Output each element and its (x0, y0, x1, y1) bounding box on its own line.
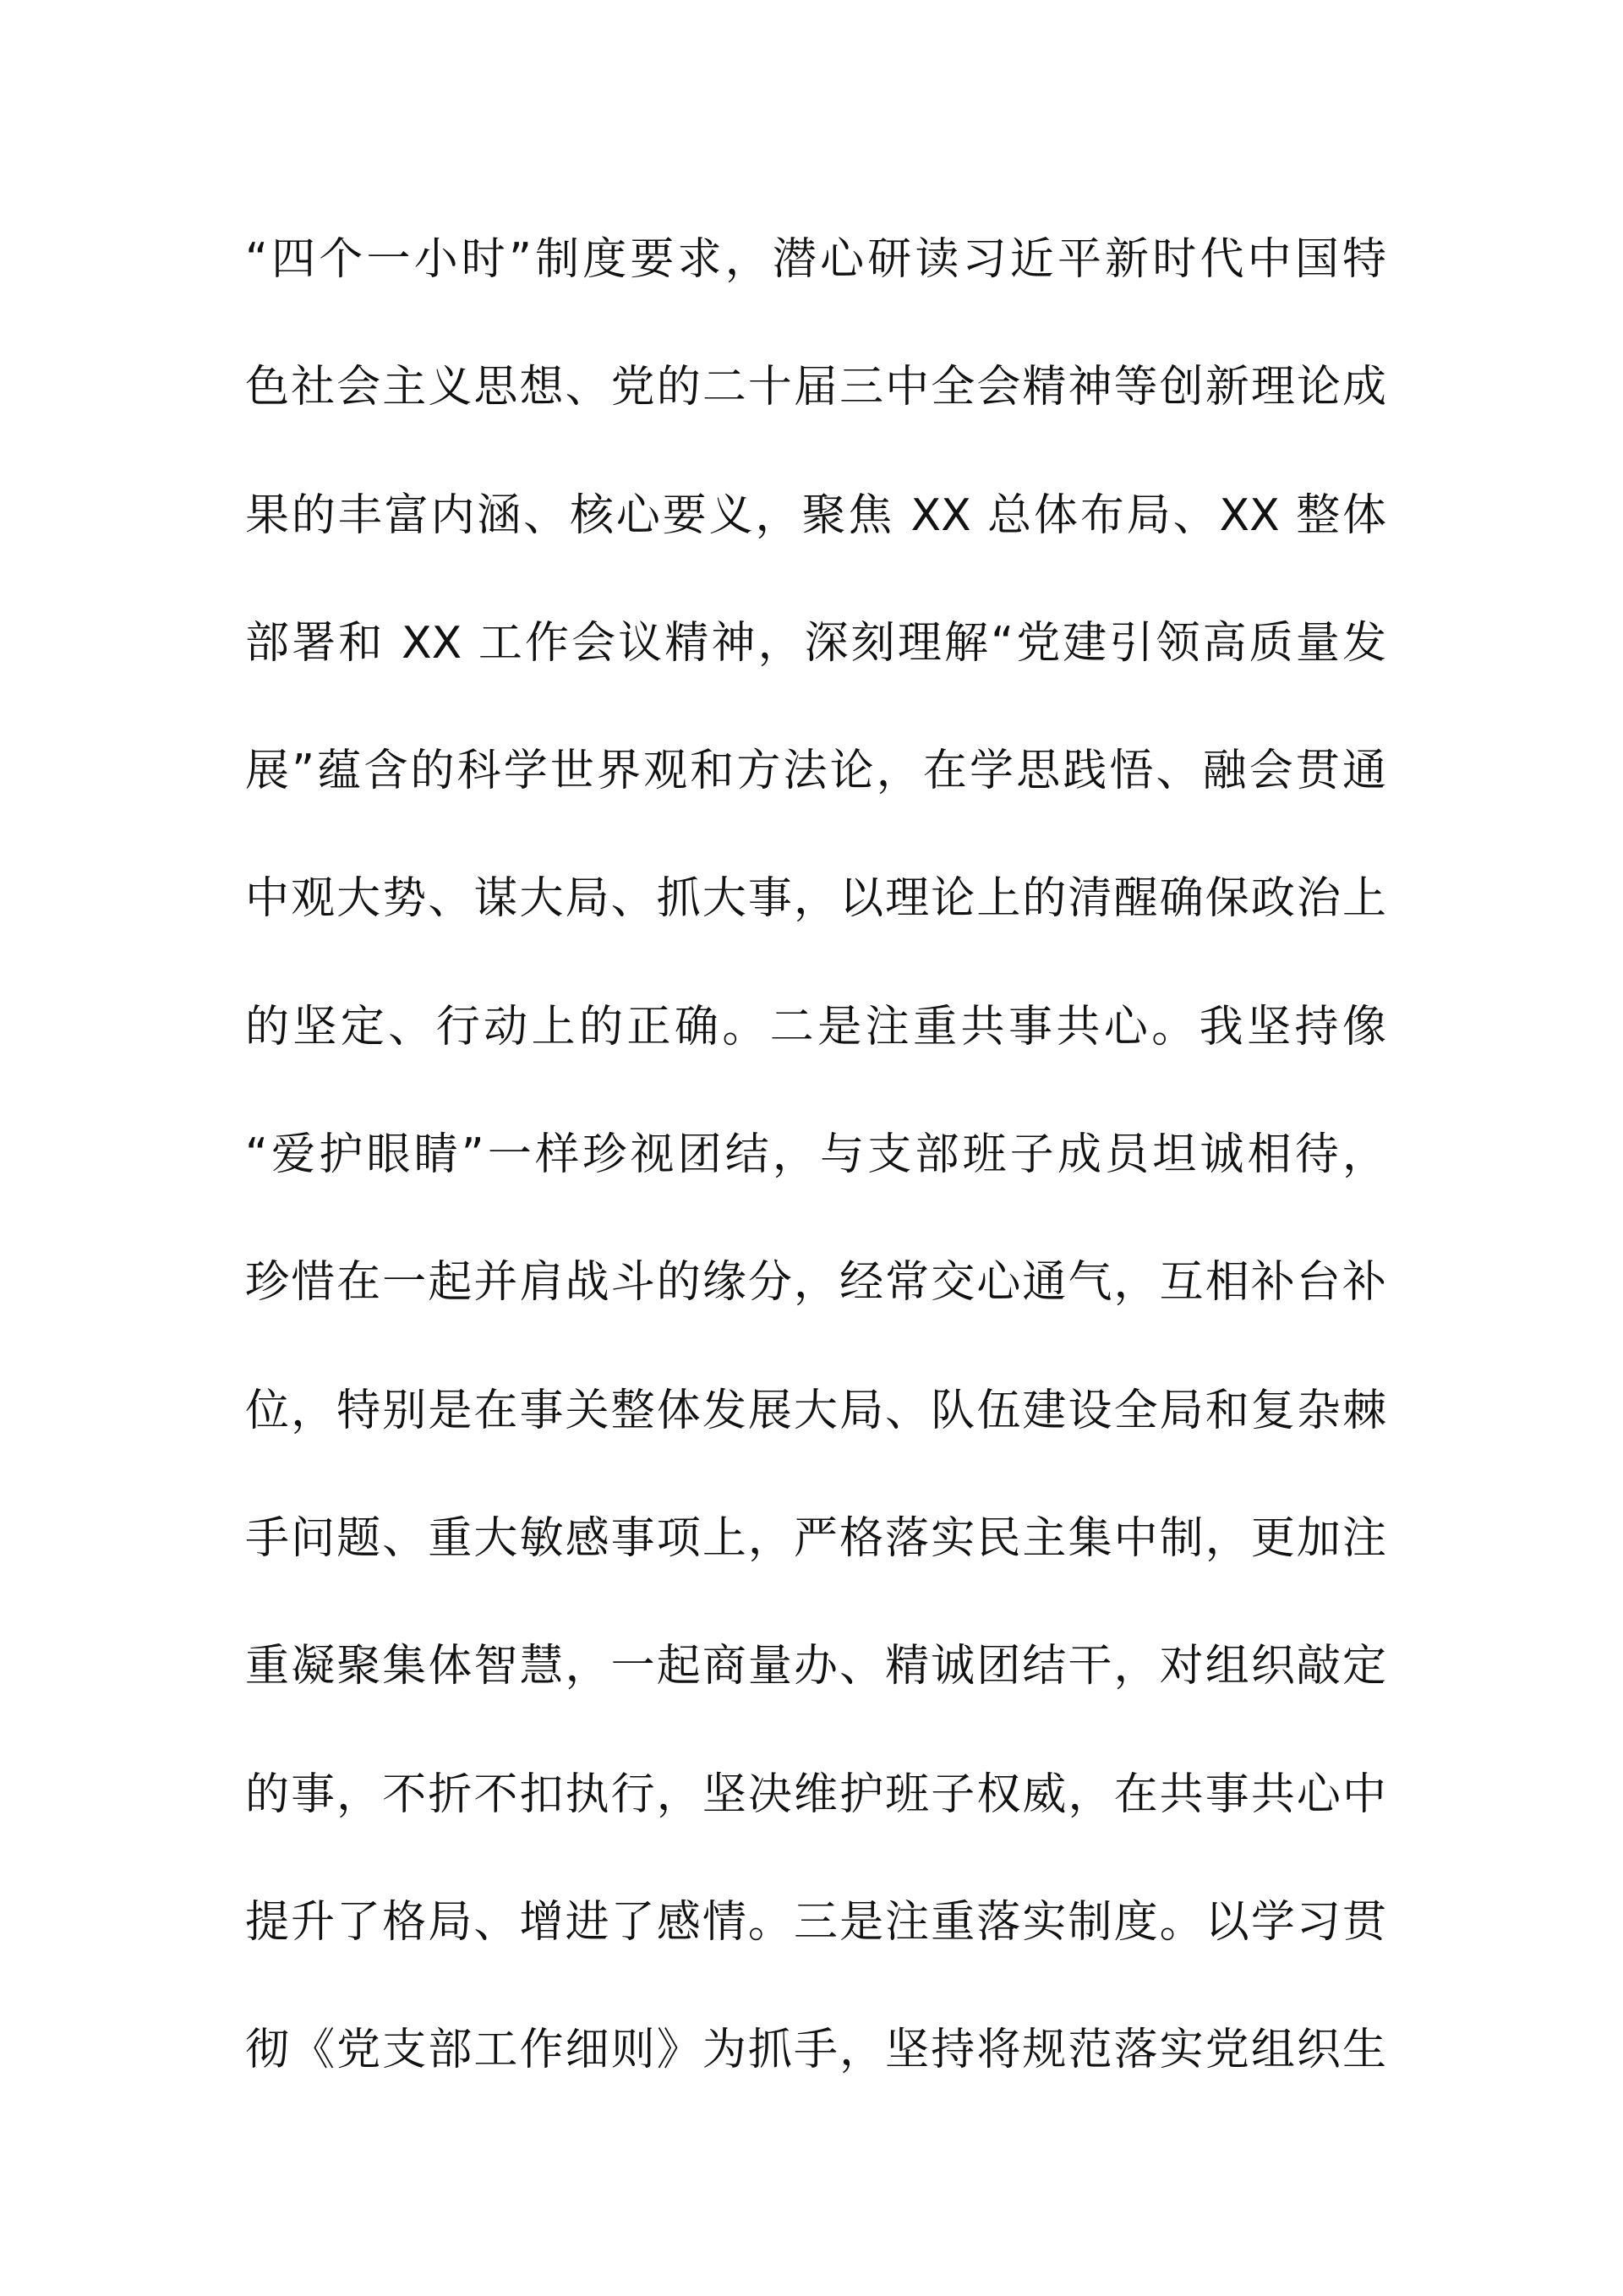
text-line: 珍惜在一起并肩战斗的缘分，经常交心通气，互相补台补 (245, 1257, 1386, 1309)
text-line: 的事，不折不扣执行，坚决维护班子权威，在共事共心中 (245, 1768, 1386, 1820)
text-line: 中观大势、谋大局、抓大事，以理论上的清醒确保政治上 (245, 873, 1386, 925)
text-line: 位，特别是在事关整体发展大局、队伍建设全局和复杂棘 (245, 1385, 1386, 1436)
text-line: 重凝聚集体智慧，一起商量办、精诚团结干，对组织敲定 (245, 1641, 1386, 1692)
body-text (245, 221, 1386, 2140)
text-line: 部署和 XX 工作会议精神，深刻理解“党建引领高质量发 (245, 617, 1386, 669)
text-line: 的坚定、行动上的正确。二是注重共事共心。我坚持像 (245, 1001, 1386, 1052)
text-line: 手问题、重大敏感事项上，严格落实民主集中制，更加注 (245, 1512, 1386, 1564)
text-line: 色社会主义思想、党的二十届三中全会精神等创新理论成 (245, 362, 1386, 413)
text-line: 提升了格局、增进了感情。三是注重落实制度。以学习贯 (245, 1896, 1386, 1948)
text-line: 展”蕴含的科学世界观和方法论，在学思践悟、融会贯通 (245, 746, 1386, 797)
text-line: “爱护眼睛”一样珍视团结，与支部班子成员坦诚相待， (245, 1129, 1386, 1181)
text-line: “四个一小时”制度要求，潜心研读习近平新时代中国特 (245, 234, 1386, 285)
text-line: 果的丰富内涵、核心要义，聚焦 XX 总体布局、XX 整体 (245, 489, 1386, 541)
text-line: 彻《党支部工作细则》为抓手，坚持将规范落实党组织生 (245, 2025, 1386, 2076)
